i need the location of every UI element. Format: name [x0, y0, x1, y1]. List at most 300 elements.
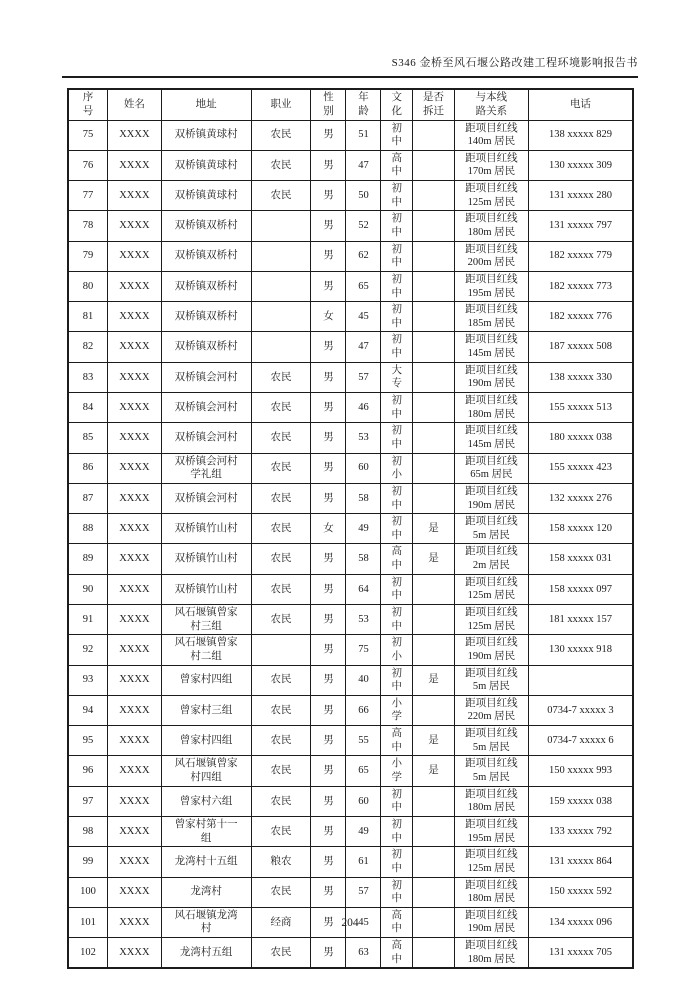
column-header-label: 化	[391, 105, 403, 117]
cell-edu	[381, 302, 413, 332]
cell-occupation	[251, 635, 311, 665]
cell-gender: 男	[311, 423, 346, 453]
cell-relation	[454, 726, 528, 756]
cell-age: 49	[346, 514, 381, 544]
cell-relation	[454, 786, 528, 816]
cell-relation	[454, 393, 528, 423]
table-row	[68, 332, 633, 362]
cell-name: XXXX	[108, 877, 162, 907]
cell-occupation: 农民	[251, 120, 311, 150]
cell-no: 100	[68, 877, 108, 907]
table-row	[68, 756, 633, 786]
relation-line: 距项目红线	[465, 849, 518, 861]
cell-occupation: 农民	[251, 423, 311, 453]
cell-name: XXXX	[108, 695, 162, 725]
relation-line: 距项目红线	[465, 273, 518, 285]
table-row	[68, 786, 633, 816]
cell-gender: 男	[311, 574, 346, 604]
cell-gender: 男	[311, 907, 346, 937]
education-value: 初中	[391, 516, 403, 541]
cell-no: 97	[68, 786, 108, 816]
cell-name: XXXX	[108, 393, 162, 423]
cell-no: 94	[68, 695, 108, 725]
education-value: 初中	[391, 183, 403, 208]
header-row	[68, 89, 633, 120]
cell-occupation: 农民	[251, 544, 311, 574]
table-header	[68, 89, 633, 120]
cell-relocate	[413, 150, 455, 180]
education-value: 初中	[391, 122, 403, 148]
relation-line: 距项目红线	[465, 879, 518, 891]
cell-occupation: 农民	[251, 483, 311, 513]
column-header-phone	[528, 89, 633, 120]
cell-relation	[454, 241, 528, 271]
cell-relocate: 是	[413, 514, 455, 544]
table-row	[68, 302, 633, 332]
cell-name: XXXX	[108, 241, 162, 271]
relation-line: 5m 居民	[472, 681, 510, 693]
relation-line: 距项目红线	[465, 364, 518, 376]
cell-no: 93	[68, 665, 108, 695]
cell-relocate	[413, 816, 455, 846]
education-value: 初中	[391, 334, 403, 360]
cell-relation	[454, 605, 528, 635]
cell-relocate	[413, 695, 455, 725]
relation-line: 125m 居民	[467, 590, 516, 602]
cell-edu	[381, 332, 413, 362]
cell-relocate: 是	[413, 756, 455, 786]
table-row	[68, 816, 633, 846]
cell-relation	[454, 423, 528, 453]
cell-occupation: 农民	[251, 514, 311, 544]
table-row	[68, 877, 633, 907]
cell-gender: 女	[311, 302, 346, 332]
cell-no: 99	[68, 847, 108, 877]
cell-occupation: 农民	[251, 453, 311, 483]
cell-no: 92	[68, 635, 108, 665]
cell-relation	[454, 181, 528, 211]
cell-phone: 131 xxxxx 705	[528, 938, 633, 969]
cell-occupation: 农民	[251, 877, 311, 907]
cell-name: XXXX	[108, 181, 162, 211]
cell-address: 龙湾村五组	[161, 938, 251, 969]
cell-edu	[381, 241, 413, 271]
cell-phone: 138 xxxxx 330	[528, 362, 633, 392]
cell-name: XXXX	[108, 332, 162, 362]
table-row	[68, 150, 633, 180]
cell-relocate	[413, 605, 455, 635]
cell-gender: 男	[311, 816, 346, 846]
cell-relocate	[413, 241, 455, 271]
education-value: 高中	[391, 152, 403, 178]
cell-name: XXXX	[108, 514, 162, 544]
cell-occupation: 农民	[251, 938, 311, 969]
cell-gender: 男	[311, 695, 346, 725]
cell-age: 49	[346, 816, 381, 846]
relation-line: 145m 居民	[467, 438, 516, 450]
cell-occupation	[251, 332, 311, 362]
cell-no: 78	[68, 211, 108, 241]
relation-line: 190m 居民	[467, 378, 516, 390]
cell-age: 50	[346, 181, 381, 211]
cell-occupation	[251, 211, 311, 241]
education-value: 初中	[391, 607, 403, 632]
relation-line: 距项目红线	[465, 122, 518, 134]
relation-line: 5m 居民	[472, 772, 510, 784]
cell-relation	[454, 332, 528, 362]
relation-line: 距项目红线	[465, 152, 518, 164]
cell-relation	[454, 938, 528, 969]
cell-gender: 男	[311, 544, 346, 574]
cell-gender: 男	[311, 756, 346, 786]
cell-phone: 182 xxxxx 779	[528, 241, 633, 271]
cell-name: XXXX	[108, 907, 162, 937]
relation-line: 距项目红线	[465, 304, 518, 316]
cell-edu	[381, 120, 413, 150]
cell-relocate	[413, 847, 455, 877]
education-value: 初中	[391, 879, 403, 905]
table-row	[68, 665, 633, 695]
education-value: 初中	[391, 788, 403, 814]
cell-address: 双桥镇会河村	[161, 423, 251, 453]
cell-gender: 男	[311, 726, 346, 756]
education-value: 初中	[391, 213, 403, 238]
relation-line: 180m 居民	[467, 802, 516, 814]
cell-address: 双桥镇双桥村	[161, 241, 251, 271]
cell-edu	[381, 847, 413, 877]
cell-no: 75	[68, 120, 108, 150]
cell-relation	[454, 453, 528, 483]
cell-address: 曾家村四组	[161, 726, 251, 756]
cell-address: 双桥镇双桥村	[161, 332, 251, 362]
cell-relation	[454, 362, 528, 392]
cell-occupation: 农民	[251, 574, 311, 604]
cell-address: 龙湾村	[161, 877, 251, 907]
cell-address: 双桥镇会河村	[161, 483, 251, 513]
table-row	[68, 605, 633, 635]
relation-line: 190m 居民	[467, 499, 516, 511]
cell-gender: 男	[311, 362, 346, 392]
cell-phone: 181 xxxxx 157	[528, 605, 633, 635]
relation-line: 距项目红线	[465, 213, 518, 225]
table-row	[68, 726, 633, 756]
cell-age: 52	[346, 211, 381, 241]
column-header-no	[68, 89, 108, 120]
cell-age: 47	[346, 332, 381, 362]
cell-age: 65	[346, 756, 381, 786]
cell-occupation: 粮农	[251, 847, 311, 877]
cell-address: 风石堰镇曾家村三组	[161, 605, 251, 635]
cell-gender: 女	[311, 514, 346, 544]
cell-no: 79	[68, 241, 108, 271]
relation-line: 距项目红线	[465, 243, 518, 255]
cell-relation	[454, 120, 528, 150]
column-header-label: 职业	[270, 98, 292, 110]
cell-phone: 131 xxxxx 797	[528, 211, 633, 241]
table-row	[68, 483, 633, 513]
relation-line: 距项目红线	[465, 546, 518, 558]
table-row	[68, 241, 633, 271]
cell-relation	[454, 514, 528, 544]
cell-name: XXXX	[108, 786, 162, 816]
cell-relocate	[413, 362, 455, 392]
table-row	[68, 271, 633, 301]
cell-relation	[454, 847, 528, 877]
cell-gender: 男	[311, 665, 346, 695]
cell-occupation: 农民	[251, 605, 311, 635]
cell-name: XXXX	[108, 574, 162, 604]
table-row	[68, 393, 633, 423]
cell-no: 96	[68, 756, 108, 786]
cell-no: 84	[68, 393, 108, 423]
column-header-name	[108, 89, 162, 120]
relation-line: 170m 居民	[467, 166, 516, 178]
education-value: 高中	[391, 728, 403, 753]
cell-relocate	[413, 332, 455, 362]
cell-address: 双桥镇双桥村	[161, 271, 251, 301]
relation-line: 125m 居民	[467, 196, 516, 208]
cell-relation	[454, 877, 528, 907]
cell-no: 102	[68, 938, 108, 969]
relation-line: 190m 居民	[467, 650, 516, 662]
column-header-relation	[454, 89, 528, 120]
education-value: 高中	[391, 909, 403, 935]
relation-line: 200m 居民	[467, 257, 516, 269]
cell-occupation: 农民	[251, 786, 311, 816]
relation-line: 2m 居民	[472, 560, 510, 572]
cell-gender: 男	[311, 181, 346, 211]
cell-relation	[454, 695, 528, 725]
cell-age: 65	[346, 271, 381, 301]
relation-line: 180m 居民	[467, 408, 516, 420]
cell-occupation: 农民	[251, 181, 311, 211]
cell-no: 89	[68, 544, 108, 574]
cell-occupation: 经商	[251, 907, 311, 937]
cell-age: 60	[346, 453, 381, 483]
cell-address: 风石堰镇曾家村四组	[161, 756, 251, 786]
cell-name: XXXX	[108, 544, 162, 574]
relation-line: 190m 居民	[467, 923, 516, 935]
relation-line: 180m 居民	[467, 226, 516, 238]
cell-relocate: 是	[413, 726, 455, 756]
column-header-address	[161, 89, 251, 120]
column-header-label: 别	[323, 105, 334, 117]
table-row	[68, 181, 633, 211]
cell-gender: 男	[311, 332, 346, 362]
cell-address: 双桥镇竹山村	[161, 514, 251, 544]
cell-age: 62	[346, 241, 381, 271]
cell-relocate	[413, 393, 455, 423]
education-value: 大专	[391, 364, 403, 390]
cell-occupation: 农民	[251, 756, 311, 786]
cell-relocate	[413, 120, 455, 150]
cell-phone: 180 xxxxx 038	[528, 423, 633, 453]
cell-name: XXXX	[108, 816, 162, 846]
cell-gender: 男	[311, 877, 346, 907]
cell-age: 51	[346, 120, 381, 150]
cell-no: 77	[68, 181, 108, 211]
cell-relocate	[413, 423, 455, 453]
table-row	[68, 695, 633, 725]
column-header-label: 号	[82, 105, 94, 117]
cell-edu	[381, 635, 413, 665]
cell-edu	[381, 756, 413, 786]
cell-age: 60	[346, 786, 381, 816]
survey-respondents-table	[67, 88, 634, 969]
cell-phone: 131 xxxxx 864	[528, 847, 633, 877]
cell-relocate	[413, 302, 455, 332]
cell-phone: 0734-7 xxxxx 3	[528, 695, 633, 725]
cell-age: 46	[346, 393, 381, 423]
relation-line: 距项目红线	[465, 909, 518, 921]
cell-phone: 130 xxxxx 309	[528, 150, 633, 180]
column-header-label: 姓名	[123, 98, 145, 110]
cell-name: XXXX	[108, 635, 162, 665]
cell-age: 47	[346, 150, 381, 180]
relation-line: 距项目红线	[465, 728, 518, 740]
cell-relation	[454, 211, 528, 241]
cell-no: 88	[68, 514, 108, 544]
relation-line: 距项目红线	[465, 788, 518, 800]
cell-phone: 134 xxxxx 096	[528, 907, 633, 937]
cell-address: 双桥镇双桥村	[161, 302, 251, 332]
cell-gender: 男	[311, 393, 346, 423]
table-row	[68, 211, 633, 241]
column-header-label: 电话	[569, 98, 591, 110]
relation-line: 距项目红线	[465, 395, 518, 407]
education-value: 初中	[391, 818, 403, 844]
relation-line: 距项目红线	[465, 455, 518, 467]
report-title: S346 金桥至风石堰公路改建工程环境影响报告书	[391, 57, 638, 69]
column-header-label: 地址	[195, 98, 217, 110]
column-header-label: 年	[358, 92, 369, 104]
table-row	[68, 847, 633, 877]
cell-age: 55	[346, 726, 381, 756]
cell-gender: 男	[311, 786, 346, 816]
cell-no: 91	[68, 605, 108, 635]
cell-relocate	[413, 271, 455, 301]
cell-phone: 155 xxxxx 513	[528, 393, 633, 423]
relation-line: 距项目红线	[465, 667, 518, 679]
relation-line: 距项目红线	[465, 334, 518, 346]
cell-edu	[381, 453, 413, 483]
cell-phone: 150 xxxxx 993	[528, 756, 633, 786]
cell-address: 曾家村三组	[161, 695, 251, 725]
relation-line: 距项目红线	[465, 183, 518, 195]
cell-relation	[454, 302, 528, 332]
cell-age: 64	[346, 574, 381, 604]
relation-line: 195m 居民	[467, 287, 516, 299]
cell-edu	[381, 726, 413, 756]
cell-phone: 182 xxxxx 773	[528, 271, 633, 301]
cell-name: XXXX	[108, 423, 162, 453]
education-value: 初中	[391, 849, 403, 874]
cell-age: 58	[346, 544, 381, 574]
cell-relation	[454, 574, 528, 604]
cell-age: 75	[346, 635, 381, 665]
cell-phone: 133 xxxxx 792	[528, 816, 633, 846]
education-value: 初中	[391, 304, 403, 329]
cell-phone: 159 xxxxx 038	[528, 786, 633, 816]
cell-no: 80	[68, 271, 108, 301]
cell-phone: 0734-7 xxxxx 6	[528, 726, 633, 756]
cell-phone: 132 xxxxx 276	[528, 483, 633, 513]
cell-edu	[381, 816, 413, 846]
cell-name: XXXX	[108, 605, 162, 635]
cell-no: 86	[68, 453, 108, 483]
cell-phone: 131 xxxxx 280	[528, 181, 633, 211]
cell-relation	[454, 665, 528, 695]
cell-gender: 男	[311, 605, 346, 635]
column-header-label: 性	[323, 92, 334, 104]
cell-relation	[454, 816, 528, 846]
education-value: 初小	[391, 455, 403, 481]
cell-edu	[381, 150, 413, 180]
cell-relation	[454, 635, 528, 665]
cell-age: 66	[346, 695, 381, 725]
cell-gender: 男	[311, 483, 346, 513]
relation-line: 185m 居民	[467, 317, 516, 329]
cell-edu	[381, 665, 413, 695]
cell-name: XXXX	[108, 150, 162, 180]
relation-line: 125m 居民	[467, 862, 516, 874]
cell-address: 曾家村六组	[161, 786, 251, 816]
cell-relocate: 是	[413, 544, 455, 574]
cell-occupation: 农民	[251, 150, 311, 180]
cell-age: 58	[346, 483, 381, 513]
cell-gender: 男	[311, 120, 346, 150]
relation-line: 距项目红线	[465, 940, 518, 952]
cell-name: XXXX	[108, 211, 162, 241]
cell-relocate	[413, 574, 455, 604]
relation-line: 距项目红线	[465, 758, 518, 770]
cell-edu	[381, 877, 413, 907]
header-rule	[62, 76, 638, 78]
page-number: 204	[341, 917, 359, 929]
cell-edu	[381, 786, 413, 816]
cell-no: 87	[68, 483, 108, 513]
cell-phone: 182 xxxxx 776	[528, 302, 633, 332]
cell-name: XXXX	[108, 665, 162, 695]
cell-gender: 男	[311, 938, 346, 969]
cell-relation	[454, 756, 528, 786]
table-row	[68, 635, 633, 665]
cell-gender: 男	[311, 211, 346, 241]
cell-age: 45	[346, 907, 381, 937]
column-header-label: 路关系	[475, 105, 508, 117]
cell-age: 57	[346, 362, 381, 392]
cell-no: 81	[68, 302, 108, 332]
cell-name: XXXX	[108, 302, 162, 332]
cell-occupation	[251, 302, 311, 332]
cell-edu	[381, 393, 413, 423]
cell-address: 双桥镇竹山村	[161, 544, 251, 574]
cell-edu	[381, 483, 413, 513]
cell-address: 双桥镇黄球村	[161, 181, 251, 211]
column-header-age	[346, 89, 381, 120]
cell-name: XXXX	[108, 938, 162, 969]
cell-relation	[454, 544, 528, 574]
table-row	[68, 423, 633, 453]
cell-edu	[381, 695, 413, 725]
cell-edu	[381, 423, 413, 453]
cell-name: XXXX	[108, 847, 162, 877]
cell-address: 双桥镇黄球村	[161, 150, 251, 180]
cell-address: 曾家村四组	[161, 665, 251, 695]
column-header-label: 与本线	[475, 92, 508, 104]
education-value: 初中	[391, 485, 403, 511]
cell-occupation	[251, 241, 311, 271]
